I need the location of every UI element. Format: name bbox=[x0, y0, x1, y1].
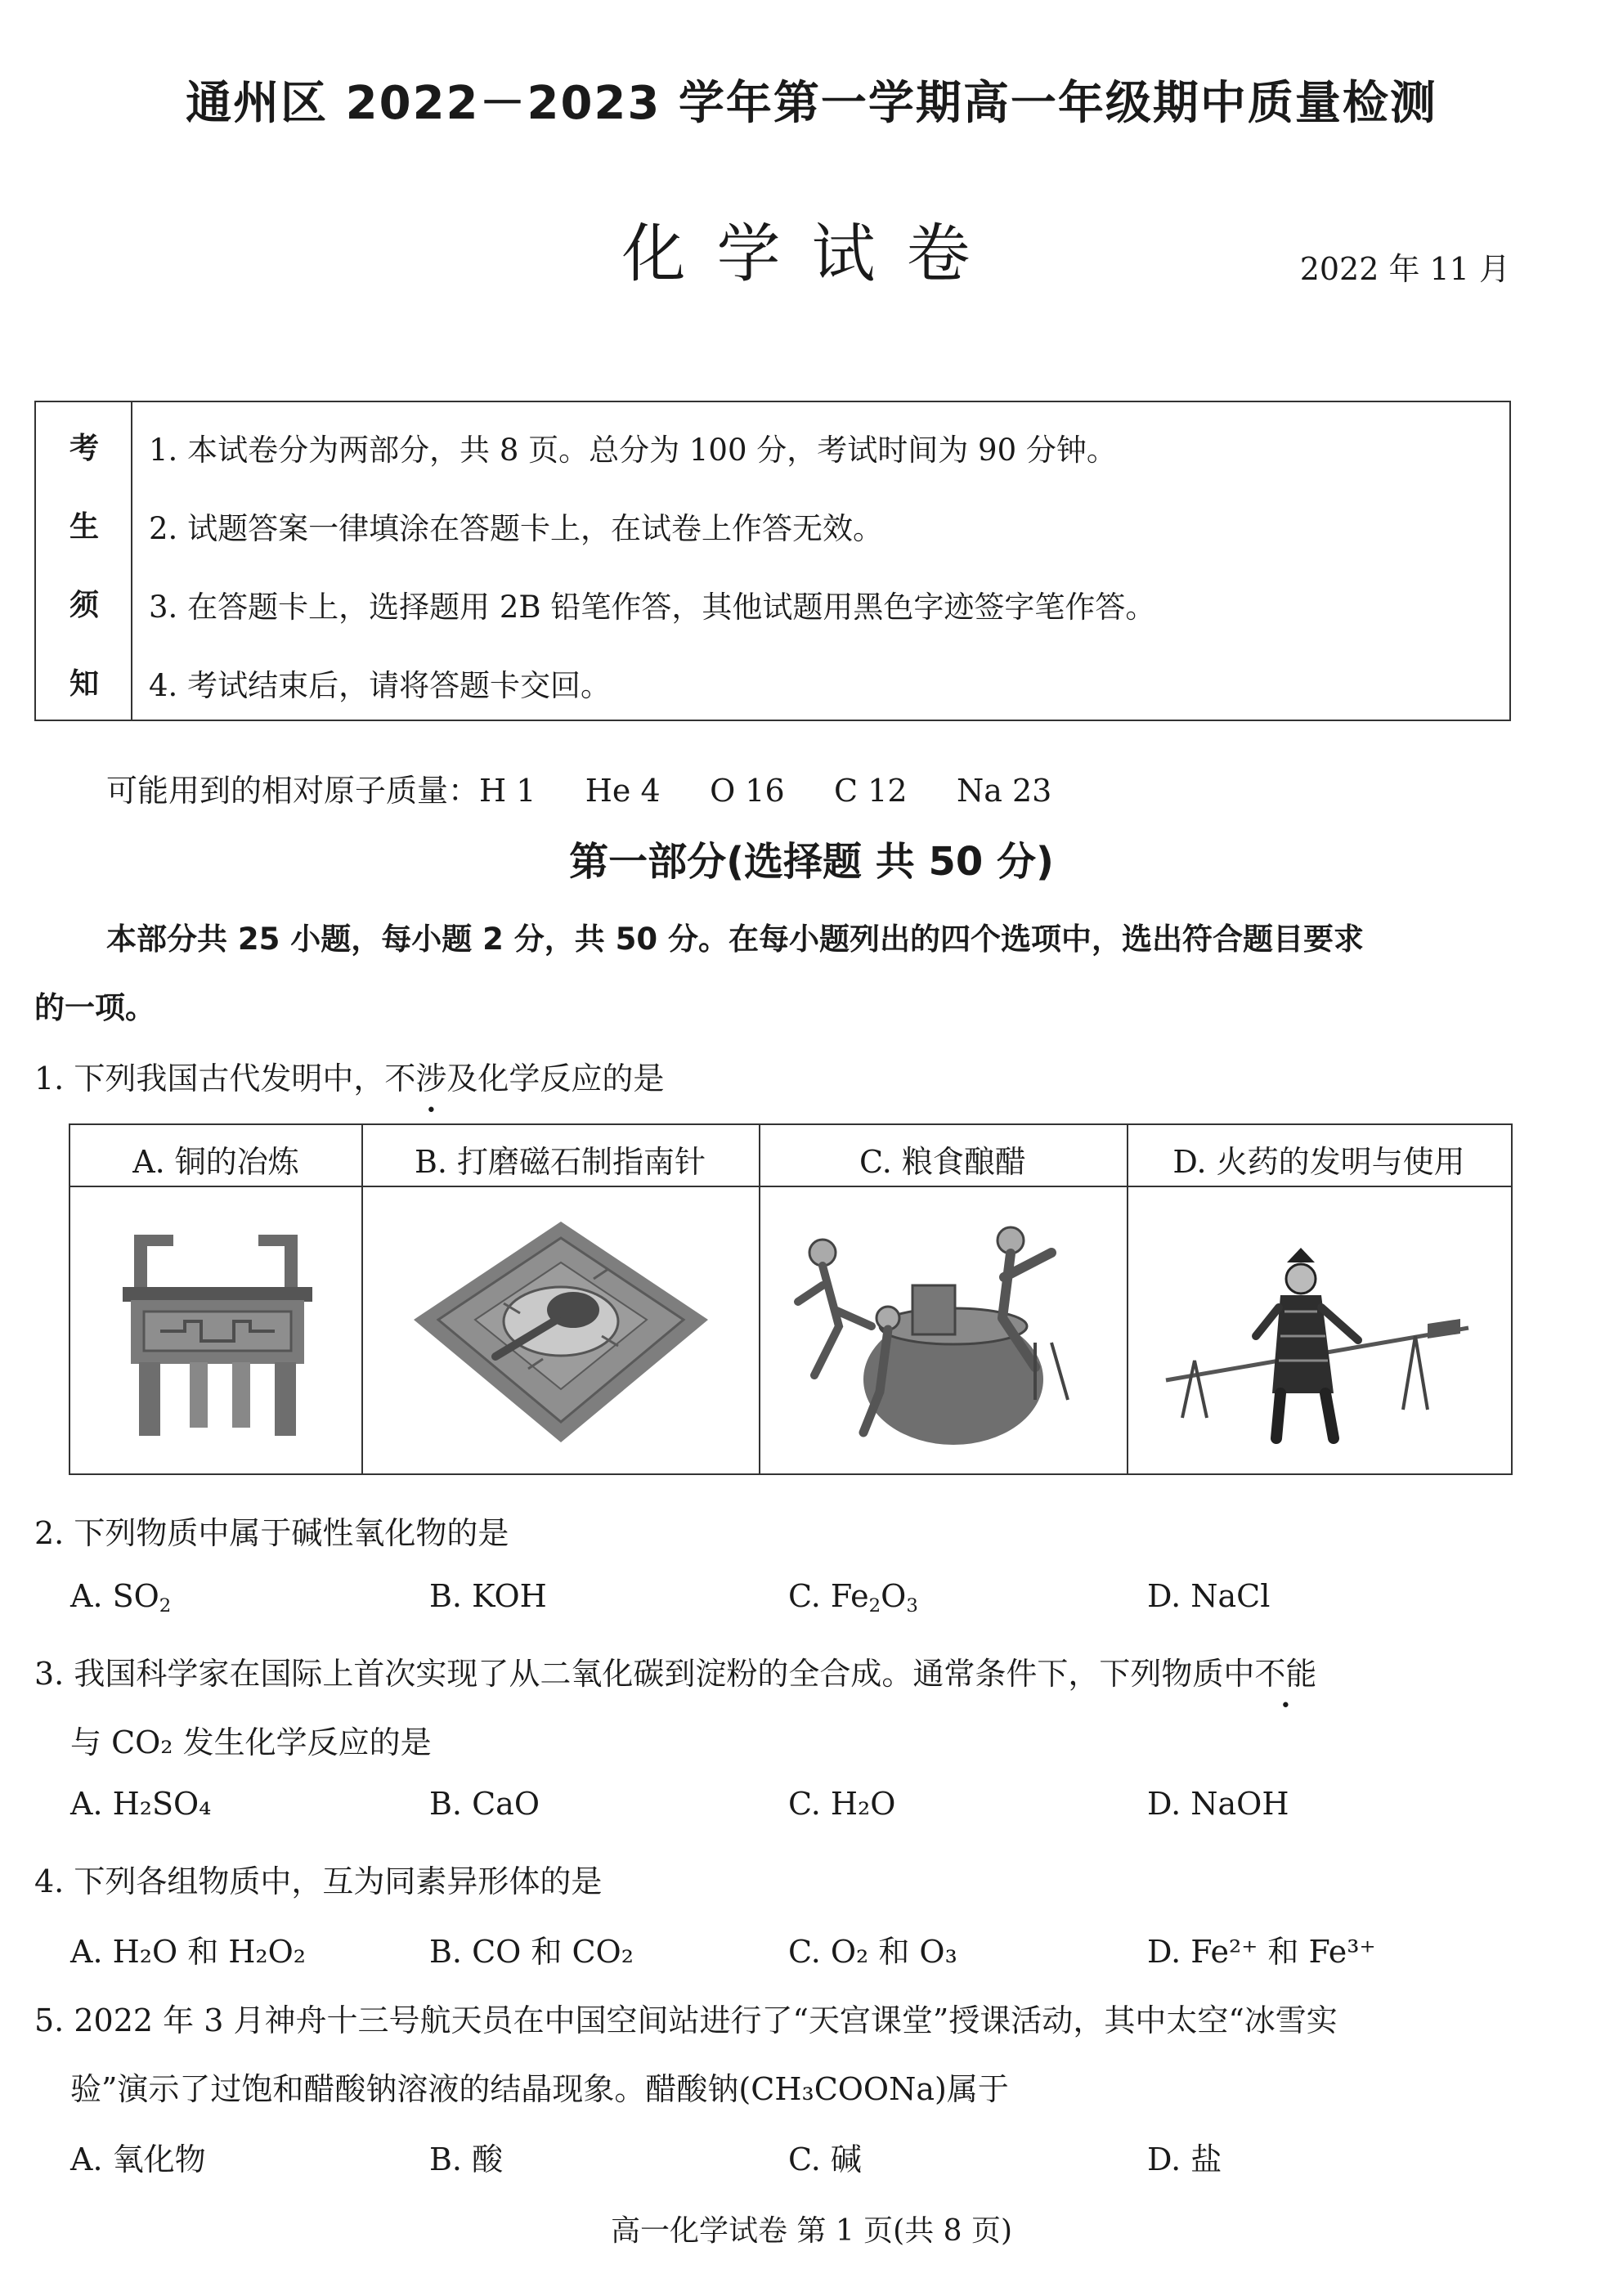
q4-option-d[interactable]: D. Fe²⁺ 和 Fe³⁺ bbox=[1147, 1934, 1376, 1970]
option-d-label[interactable]: D. 火药的发明与使用 bbox=[1172, 1144, 1465, 1180]
question-3-stem: 3. 我国科学家在国际上首次实现了从二氧化碳到淀粉的全合成。通常条件下，下列物质中不能 bbox=[34, 1656, 1317, 1692]
vinegar-brewing-image bbox=[790, 1204, 1101, 1457]
notice-label bbox=[36, 402, 132, 720]
question-5-stem: 5. 2022 年 3 月神舟十三号航天员在中国空间站进行了“天宫课堂”授课活动，其中太空“冰雪实 bbox=[34, 2002, 1338, 2038]
notice-box bbox=[34, 401, 1511, 721]
exam-title: 通州区 2022－2023 学年第一学期高一年级期中质量检测 bbox=[186, 77, 1437, 130]
part-instruction: 本部分共 25 小题，每小题 2 分，共 50 分。在每小题列出的四个选项中，选出符合题目要求 bbox=[106, 922, 1365, 957]
notice-label-char: 生 bbox=[69, 510, 99, 544]
q3-option-a[interactable]: A. H₂SO₄ bbox=[70, 1786, 212, 1822]
q4-option-c[interactable]: C. O₂ 和 O₃ bbox=[788, 1934, 957, 1970]
gunpowder-soldier-image bbox=[1158, 1205, 1485, 1459]
q5-option-d[interactable]: D. 盐 bbox=[1147, 2141, 1222, 2177]
question-1-table bbox=[69, 1123, 1513, 1475]
question-2-stem: 2. 下列物质中属于碱性氧化物的是 bbox=[34, 1515, 509, 1551]
compass-sinan-image bbox=[406, 1213, 716, 1451]
notice-item: 2. 试题答案一律填涂在答题卡上，在试卷上作答无效。 bbox=[149, 511, 884, 546]
q2-option-a[interactable]: A. $SO_2$ bbox=[70, 1578, 172, 1617]
atomic-masses: 可能用到的相对原子质量：H 1 He 4 O 16 C 12 Na 23 bbox=[106, 773, 1052, 809]
emphasis-text: 不涉及 bbox=[384, 1061, 478, 1096]
q2-option-c[interactable]: C. $Fe_2O_3$ bbox=[788, 1578, 918, 1617]
option-b-label[interactable]: B. 打磨磁石制指南针 bbox=[414, 1144, 706, 1180]
emphasis-text: 不能 bbox=[1254, 1656, 1317, 1692]
q4-option-a[interactable]: A. H₂O 和 H₂O₂ bbox=[70, 1934, 307, 1970]
q2-option-b[interactable]: B. KOH bbox=[429, 1578, 547, 1614]
notice-item: 4. 考试结束后，请将答题卡交回。 bbox=[149, 668, 612, 703]
page-footer: 高一化学试卷 第 1 页(共 8 页) bbox=[610, 2214, 1013, 2248]
option-c-label[interactable]: C. 粮食酿醋 bbox=[859, 1144, 1026, 1180]
bronze-ding-image bbox=[111, 1223, 324, 1444]
notice-label-char: 须 bbox=[69, 589, 99, 622]
notice-label-char: 考 bbox=[69, 432, 99, 465]
question-5-stem-cont: 验”演示了过饱和醋酸钠溶液的结晶现象。醋酸钠(CH₃COONa)属于 bbox=[70, 2071, 1009, 2107]
exam-subtitle: 化学试卷 bbox=[621, 217, 1002, 291]
q3-option-c[interactable]: C. H₂O bbox=[788, 1786, 896, 1822]
q5-option-c[interactable]: C. 碱 bbox=[788, 2141, 862, 2177]
notice-item: 3. 在答题卡上，选择题用 2B 铅笔作答，其他试题用黑色字迹签字笔作答。 bbox=[149, 590, 1156, 625]
q2-option-d[interactable]: D. NaCl bbox=[1147, 1578, 1271, 1614]
q3-option-b[interactable]: B. CaO bbox=[429, 1786, 540, 1822]
part-instruction-cont: 的一项。 bbox=[34, 990, 155, 1025]
exam-date: 2022 年 11 月 bbox=[1299, 251, 1510, 287]
q5-option-b[interactable]: B. 酸 bbox=[429, 2141, 504, 2177]
part-heading: 第一部分(选择题 共 50 分) bbox=[569, 839, 1054, 885]
notice-item: 1. 本试卷分为两部分，共 8 页。总分为 100 分，考试时间为 90 分钟。 bbox=[149, 433, 1117, 468]
question-4-stem: 4. 下列各组物质中，互为同素异形体的是 bbox=[34, 1863, 603, 1899]
question-3-stem-cont: 与 CO₂ 发生化学反应的是 bbox=[70, 1724, 432, 1760]
notice-label-char: 知 bbox=[69, 667, 99, 701]
q5-option-a[interactable]: A. 氧化物 bbox=[70, 2141, 206, 2177]
q4-option-b[interactable]: B. CO 和 CO₂ bbox=[429, 1934, 634, 1970]
q3-option-d[interactable]: D. NaOH bbox=[1147, 1786, 1289, 1822]
option-a-label[interactable]: A. 铜的冶炼 bbox=[132, 1144, 299, 1180]
question-1-stem: 1. 下列我国古代发明中，不涉及化学反应的是 bbox=[34, 1061, 665, 1096]
